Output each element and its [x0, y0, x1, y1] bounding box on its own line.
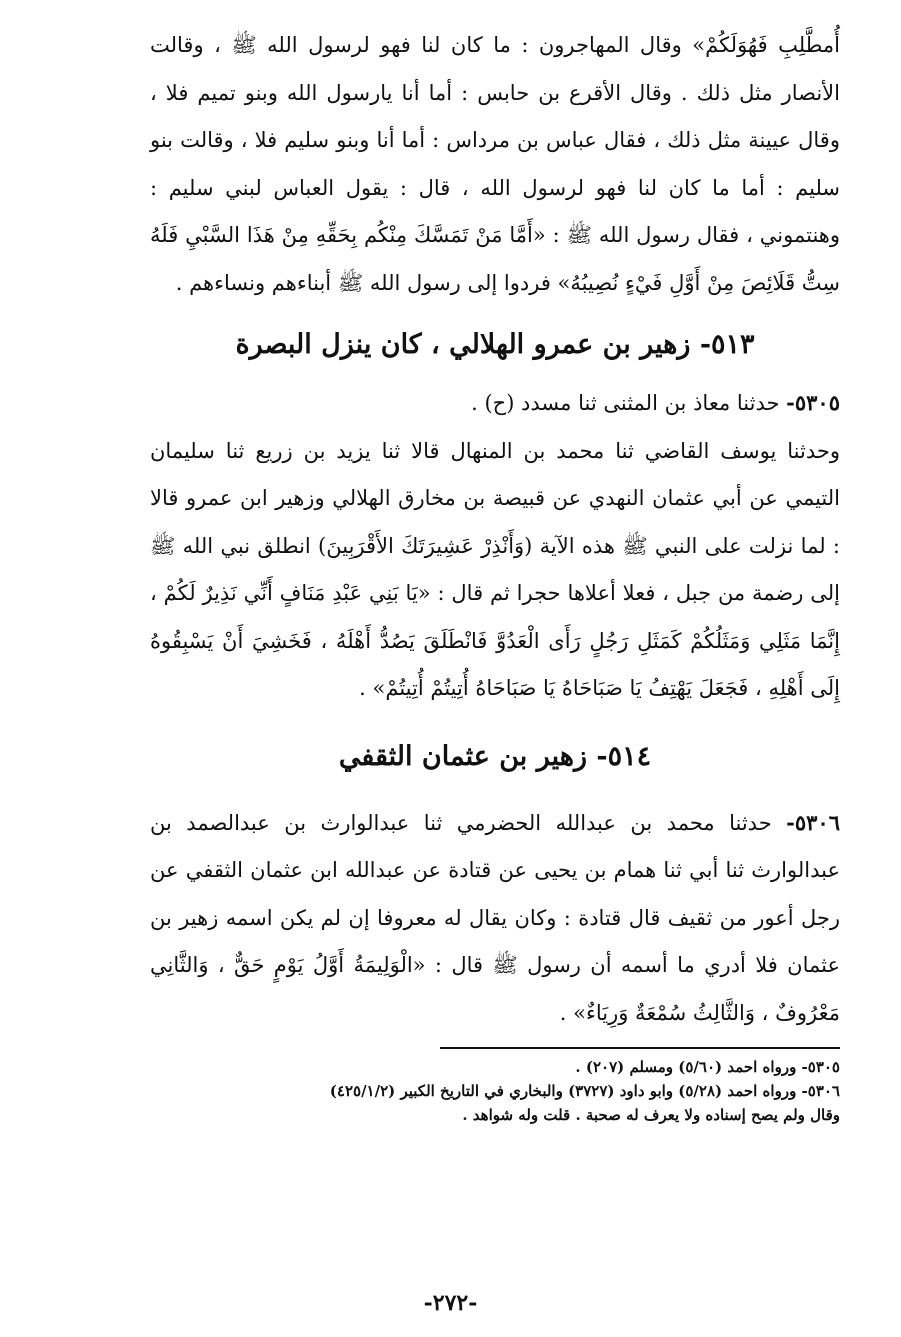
chapter-heading-514: ٥١٤- زهير بن عثمان الثقفي — [338, 740, 652, 772]
hadith-5305-opening — [150, 379, 840, 428]
hadith-5305-chain: حدثنا معاذ بن المثنى ثنا مسدد (ح) . — [471, 391, 787, 415]
document-page — [150, 22, 840, 1127]
footnote-divider — [440, 1047, 840, 1049]
footnote-5305: ٥٣٠٥- ورواه احمد (٥/٦٠) ومسلم (٢٠٧) . — [575, 1058, 840, 1076]
continued-hadith-text: أُمطَّلِبِ فَهُوَلَكُمْ» وقال المهاجرون : ما كان لنا فهو لرسول الله ﷺ ، وقالت الأنصار مثل ذلك . وقال الأقرع بن حابس : أما أنا يارسول الله وبنو تميم فلا ، وقال عيينة مثل ذلك ، فقال عباس بن مرداس : أما أنا وبنو سليم فلا ، وقالت بنو سليم : أما ما كان لنا فهو لرسول الله ، قال : يقول العباس لبني سليم : وهنتموني ، فقال رسول الله ﷺ : «أَمَّا مَنْ تَمَسَّكَ مِنْكُم بِحَقِّهِ مِنْ هَذَا السَّبْيِ فَلَهُ سِتُّ قَلَائِصَ مِنْ أَوَّلِ فَيْءٍ نُصِيبُهُ» فردوا إلى رسول الله ﷺ أبناءهم ونساءهم . — [150, 33, 840, 295]
hadith-number-5306: ٥٣٠٦- — [786, 809, 840, 835]
hadith-5305-text: وحدثنا يوسف القاضي ثنا محمد بن المنهال قالا ثنا يزيد بن زريع ثنا سليمان التيمي عن أبي عثمان النهدي عن قبيصة بن مخارق الهلالي وزهير ابن عمرو قالا : لما نزلت على النبي ﷺ هذه الآية (وَأَنْذِرْ عَشِيرَتَكَ الأَقْرَبِينَ) انطلق نبي الله ﷺ إلى رضمة من جبل ، فعلا أعلاها حجرا ثم قال : «يَا بَنِي عَبْدِ مَنَافٍ أَنِّي نَذِيرٌ لَكُمْ ، إِنَّمَا مَثَلِي وَمَثَلُكُمْ كَمَثَلِ رَجُلٍ رَأَى الْعَدُوَّ فَانْطَلَقَ يَصُدُّ أَهْلَهُ ، فَخَشِيَ أَنْ يَسْبِقُوهُ إِلَى أَهْلِهِ ، فَجَعَلَ يَهْتِفُ يَا صَبَاحَاهُ يَا صَبَاحَاهُ أُتِيتُمْ أُتِيتُمْ» . — [150, 438, 840, 700]
footnote-5306-continued: وقال ولم يصح إسناده ولا يعرف له صحبة . قلت وله شواهد . — [462, 1106, 840, 1124]
hadith-number-5305: ٥٣٠٥- — [786, 390, 840, 415]
footnotes — [150, 1055, 840, 1127]
chapter-heading-513: ٥١٣- زهير بن عمرو الهلالي ، كان ينزل البصرة — [235, 329, 755, 360]
page-number: -٢٧٢- — [423, 1290, 478, 1316]
hadith-5306-body: حدثنا محمد بن عبدالله الحضرمي ثنا عبدالوارث بن عبدالصمد بن عبدالوارث ثنا أبي ثنا همام بن يحيى عن قتادة عن عبدالله ابن عثمان الثقفي عن رجل أعور من ثقيف قال قتادة : وكان يقال له معروفا إن لم يكن اسمه زهير بن عثمان فلا أدري ما أسمه أن رسول ﷺ قال : «الْوَلِيمَةُ أَوَّلُ يَوْمٍ حَقٌّ ، وَالثَّانِي مَعْرُوفٌ ، وَالثَّالِثُ سُمْعَةٌ وَرِيَاءٌ» . — [150, 810, 840, 1025]
hadith-5306-text — [150, 799, 840, 1038]
footnote-5306: ٥٣٠٦- ورواه احمد (٥/٢٨) وابو داود (٣٧٢٧) والبخاري في التاريخ الكبير (٤٢٥/١/٢) — [329, 1082, 840, 1100]
